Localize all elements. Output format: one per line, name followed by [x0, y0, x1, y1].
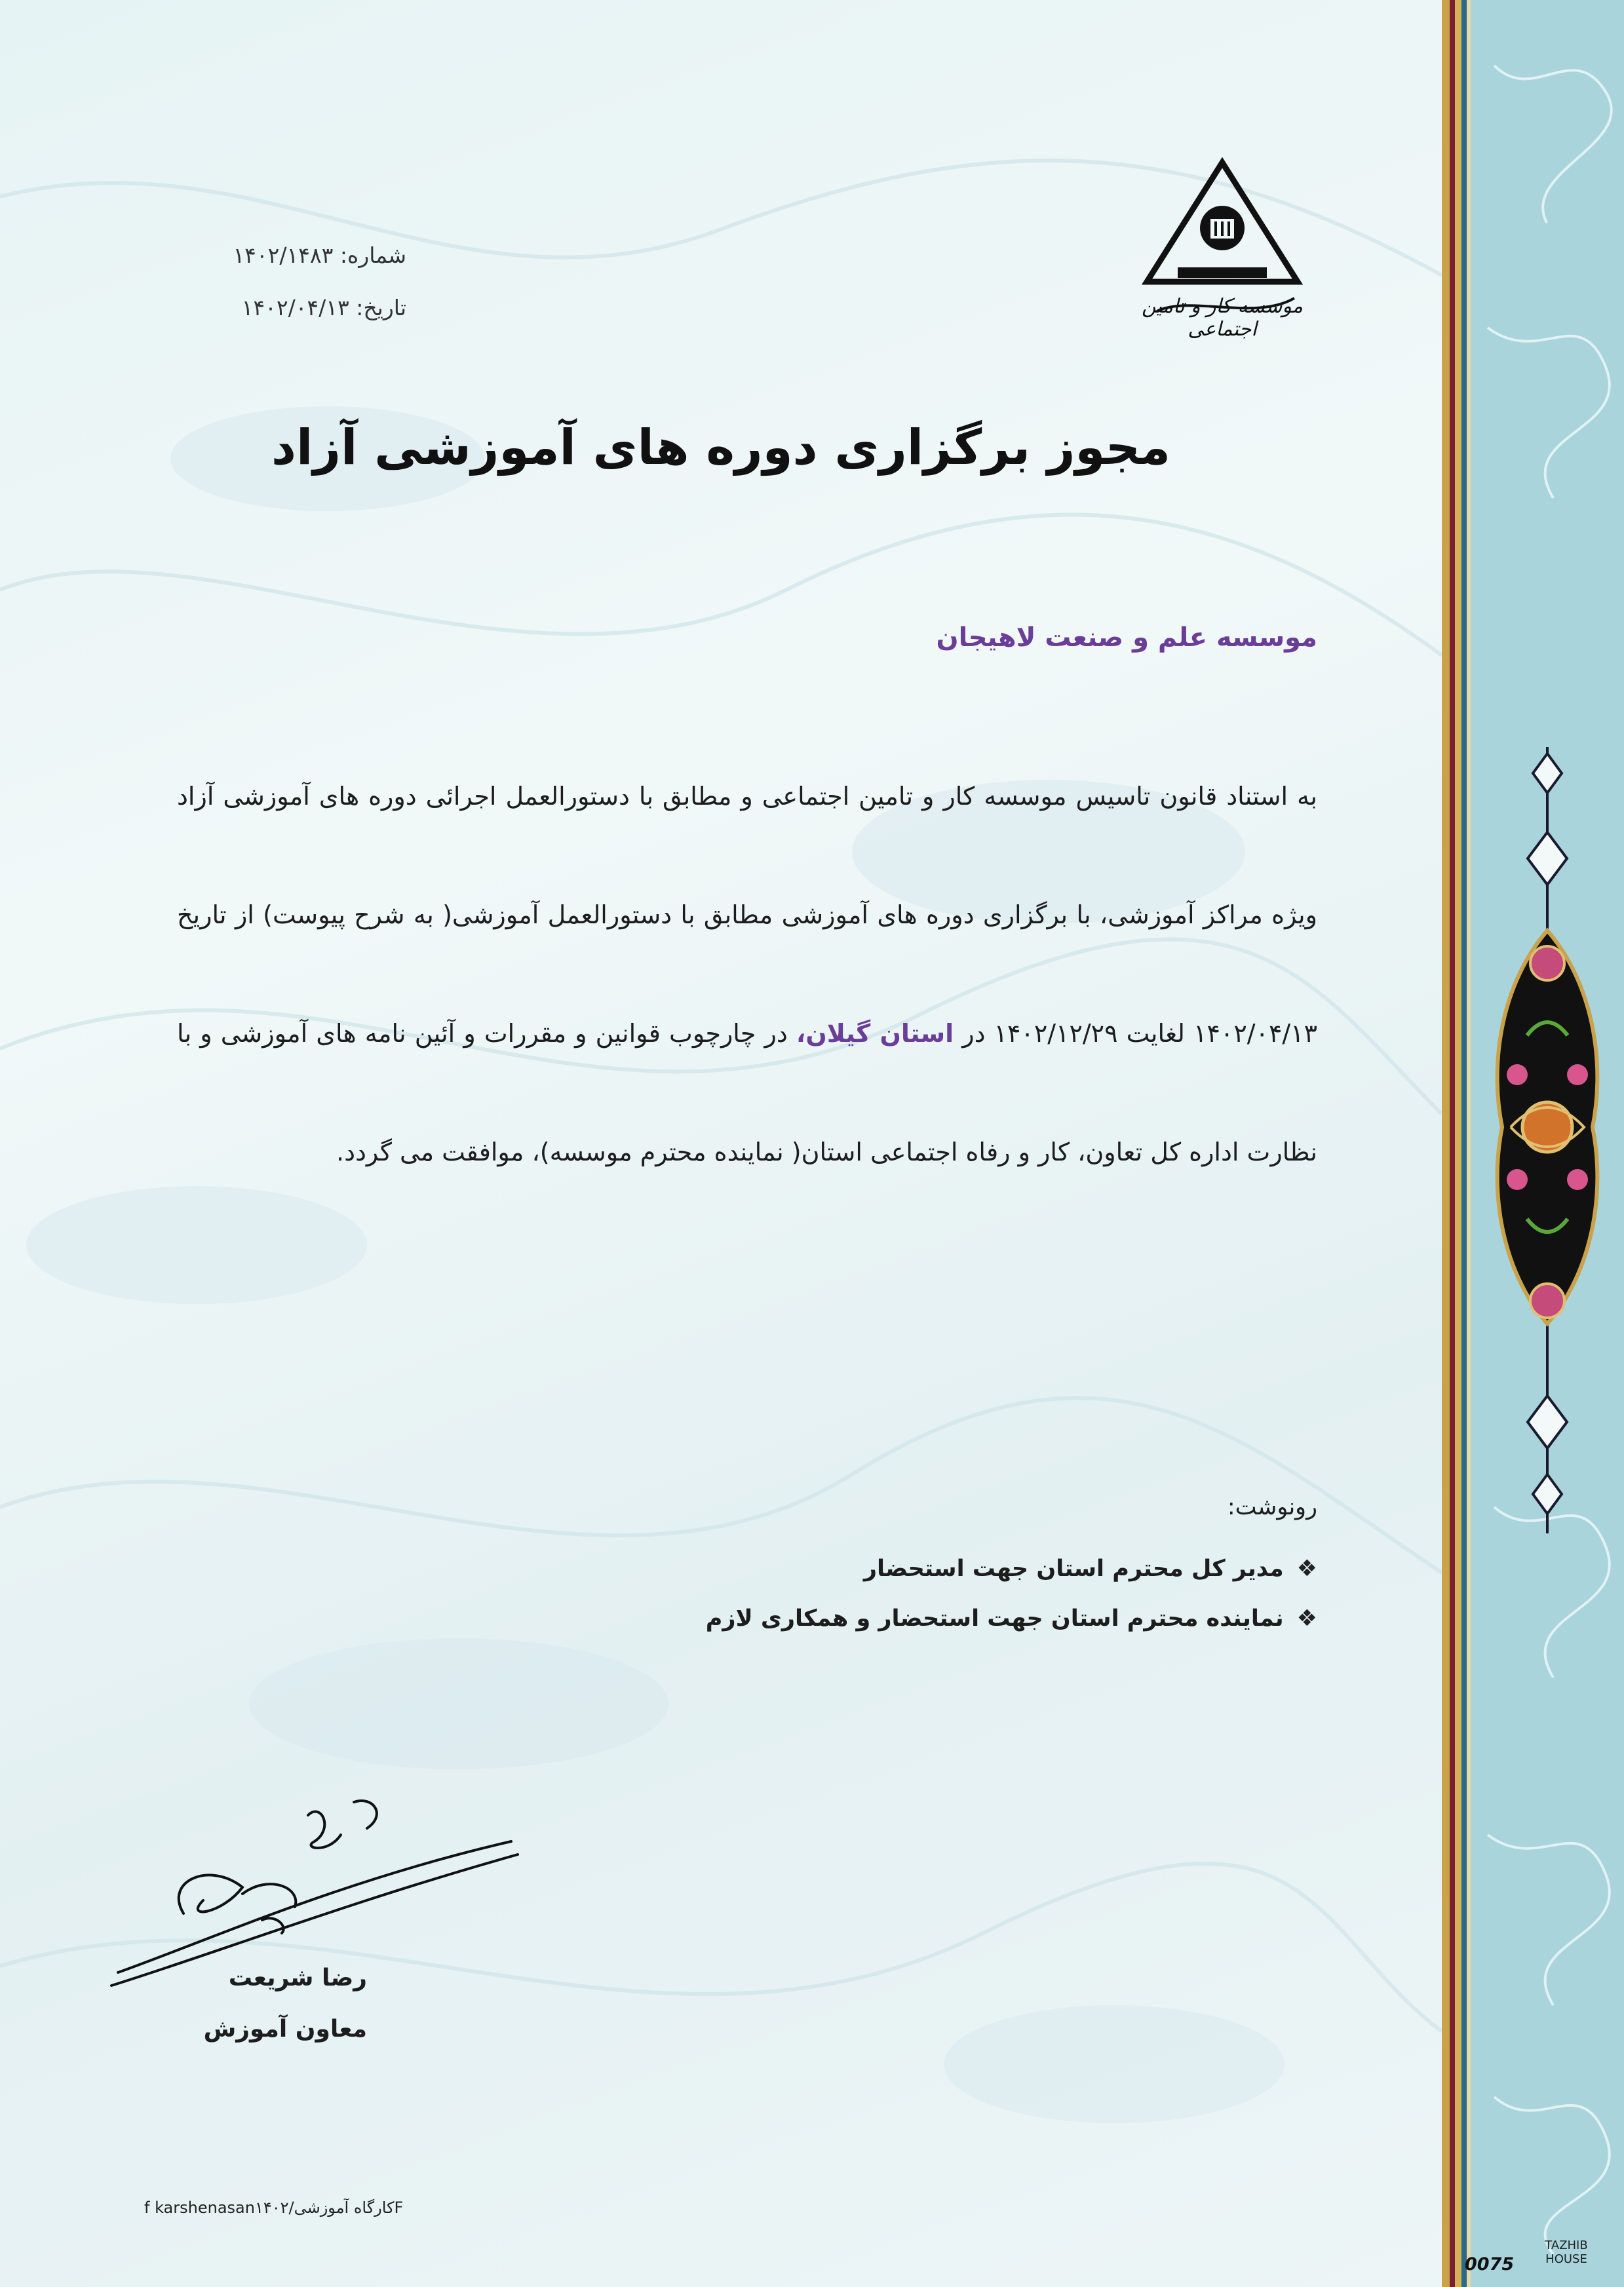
floral-medallion-icon: [1498, 931, 1598, 1324]
letter-date: [197, 282, 406, 334]
cc-section: [590, 1494, 1317, 1643]
body-paragraph: [177, 737, 1317, 1212]
logo-caption: موسسه کار و تامین اجتماعی: [1141, 295, 1303, 341]
highlighted-province: استان گیلان،: [796, 1019, 954, 1048]
cc-item-text: نماینده محترم استان جهت استحضار و همکاری لازم: [705, 1605, 1284, 1632]
body-part-1: به استناد قانون تاسیس موسسه کار و تامین اجتماعی و مطابق با دستورالعمل اجرائی دوره های آموزشی آزاد ویژه مراکز آموزشی، با برگزاری دوره های آموزشی مطابق با دستورالعمل آموزشی( به شرح پیوست) از تاریخ ۱۴۰۲/۰۴/۱۳ لغایت ۱۴۰۲/۱۲/۲۹ در: [177, 782, 1317, 1048]
signer-role: معاون آموزش: [203, 2016, 367, 2043]
reference-block: [197, 229, 406, 334]
stamp-number: 0075: [1465, 2254, 1515, 2275]
cc-title: رونوشت:: [1227, 1494, 1317, 1520]
body-part-2: در چارچوب قوانین و مقررات و آئین نامه های آموزشی و با نظارت اداره کل تعاون، کار و رفاه اجتماعی استان( نماینده محترم موسسه)، موافقت می گردد.: [177, 1019, 1317, 1166]
list-item: [590, 1544, 1317, 1594]
stamp-house: TAZHIB HOUSE: [1545, 2239, 1588, 2266]
diamond-bullet-icon: ❖: [1296, 1605, 1317, 1632]
footer-note: f karshenasanکارگاه آموزشی/۱۴۰۲F: [144, 2199, 404, 2217]
date-value: ۱۴۰۲/۰۴/۱۳: [241, 295, 349, 320]
signer-block: [197, 1953, 367, 2055]
number-value: ۱۴۰۲/۱۴۸۳: [233, 242, 334, 268]
diamond-bullet-icon: ❖: [1296, 1556, 1317, 1582]
recipient: موسسه علم و صنعت لاهیجان: [936, 623, 1317, 653]
letter-body: [177, 737, 1317, 1212]
letter-number: [197, 229, 406, 282]
signer-name: رضا شریعت: [228, 1965, 367, 1991]
page-title: مجوز برگزاری دوره های آموزشی آزاد: [271, 419, 1170, 476]
number-label: شماره:: [339, 242, 406, 268]
date-label: تاریخ:: [356, 295, 406, 320]
ornamental-border: [1442, 0, 1624, 2287]
cc-item-text: مدیر کل محترم استان جهت استحضار: [863, 1556, 1284, 1582]
list-item: [590, 1594, 1317, 1643]
